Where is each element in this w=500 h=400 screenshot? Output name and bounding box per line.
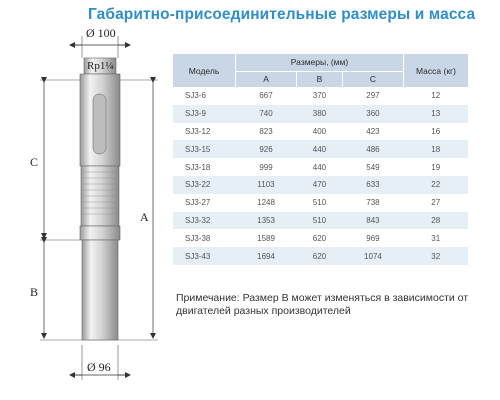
dim-b-label: B	[30, 285, 39, 299]
cell-c: 423	[342, 123, 403, 141]
cell-b: 440	[297, 158, 343, 176]
cell-b: 620	[297, 229, 343, 247]
table-row	[173, 229, 468, 247]
cell-c: 738	[342, 194, 403, 212]
cell-b: 510	[297, 212, 343, 230]
cell-a: 1353	[236, 212, 297, 230]
intake-section	[80, 226, 120, 240]
cell-mass: 16	[404, 123, 469, 141]
cell-b: 380	[297, 105, 343, 123]
cell-a: 1248	[236, 194, 297, 212]
cell-b: 440	[297, 140, 343, 158]
table-row	[173, 194, 468, 212]
cell-a: 1589	[236, 229, 297, 247]
cell-model: SJ3-9	[173, 105, 236, 123]
cell-b: 400	[297, 123, 343, 141]
cell-a: 926	[236, 140, 297, 158]
cell-c: 297	[342, 87, 403, 105]
header-model: Модель	[173, 54, 236, 87]
thread-label: Rp1¼	[87, 60, 114, 72]
header-col-c: C	[342, 71, 403, 87]
table-row	[173, 123, 468, 141]
cell-mass: 22	[404, 176, 469, 194]
cell-c: 486	[342, 140, 403, 158]
cell-mass: 27	[404, 194, 469, 212]
footnote: Примечание: Размер B может изменяться в зависимости от двигателей разных производителей	[176, 292, 469, 317]
cell-model: SJ3-32	[173, 212, 236, 230]
pump-body	[80, 58, 120, 340]
cell-mass: 13	[404, 105, 469, 123]
cell-mass: 12	[404, 87, 469, 105]
header-mass: Масса (кг)	[404, 54, 469, 87]
table-row	[173, 105, 468, 123]
cell-c: 633	[342, 176, 403, 194]
page-title: Габаритно-присоединительные размеры и масса	[88, 6, 476, 23]
cell-model: SJ3-15	[173, 140, 236, 158]
bottom-diameter-label: Ø 96	[87, 360, 111, 374]
cell-c: 549	[342, 158, 403, 176]
cell-a: 999	[236, 158, 297, 176]
cell-a: 1694	[236, 247, 297, 265]
cell-model: SJ3-18	[173, 158, 236, 176]
cell-model: SJ3-27	[173, 194, 236, 212]
cell-b: 510	[297, 194, 343, 212]
header-col-b: B	[297, 71, 343, 87]
table-row	[173, 247, 468, 265]
cell-model: SJ3-38	[173, 229, 236, 247]
motor-section	[82, 240, 118, 340]
table-row	[173, 176, 468, 194]
cable-guard	[93, 94, 106, 154]
cell-mass: 18	[404, 140, 469, 158]
cell-c: 843	[342, 212, 403, 230]
cell-c: 360	[342, 105, 403, 123]
header-col-a: A	[236, 71, 297, 87]
table-row	[173, 87, 468, 105]
cell-c: 969	[342, 229, 403, 247]
cell-mass: 28	[404, 212, 469, 230]
cell-model: SJ3-22	[173, 176, 236, 194]
cell-a: 667	[236, 87, 297, 105]
cell-mass: 19	[404, 158, 469, 176]
cell-b: 370	[297, 87, 343, 105]
table-row	[173, 140, 468, 158]
dimensions-table	[173, 54, 468, 265]
cell-c: 1074	[342, 247, 403, 265]
dim-a-label: A	[140, 210, 149, 224]
header-dimensions: Размеры, (мм)	[236, 54, 404, 71]
cell-model: SJ3-6	[173, 87, 236, 105]
cell-b: 470	[297, 176, 343, 194]
table-row	[173, 158, 468, 176]
top-diameter-label: Ø 100	[86, 26, 116, 40]
pump-dimension-drawing	[0, 0, 170, 400]
cell-b: 620	[297, 247, 343, 265]
dim-c-label: C	[30, 155, 39, 169]
cell-model: SJ3-43	[173, 247, 236, 265]
cell-a: 1103	[236, 176, 297, 194]
cell-a: 823	[236, 123, 297, 141]
cell-mass: 32	[404, 247, 469, 265]
cell-mass: 31	[404, 229, 469, 247]
cell-model: SJ3-12	[173, 123, 236, 141]
table-row	[173, 212, 468, 230]
cell-a: 740	[236, 105, 297, 123]
